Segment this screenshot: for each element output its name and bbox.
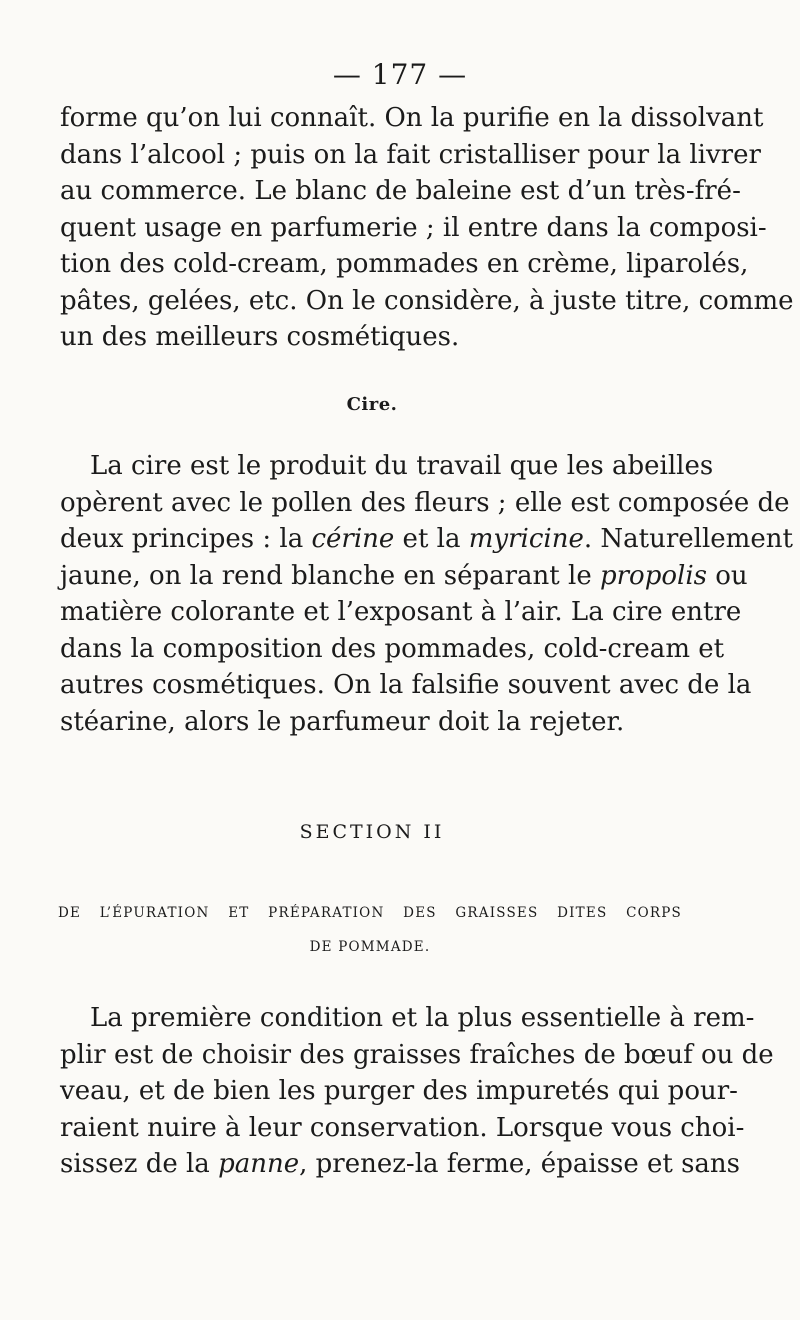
text-fragment: deux principes : la xyxy=(60,524,312,554)
text-line: au commerce. Le blanc de baleine est d’un très-fré- xyxy=(60,176,741,206)
subtitle-line: DE POMMADE. xyxy=(309,939,431,955)
text-line: dans l’alcool ; puis on la fait cristalliser pour la livrer xyxy=(60,139,761,170)
section-title: SECTION II xyxy=(299,821,445,843)
text-fragment: jaune, on la rend blanche en séparant le xyxy=(60,560,600,591)
text-line: quent usage en parfumerie ; il entre dans la composi- xyxy=(60,212,767,243)
text-line xyxy=(60,1146,741,1183)
subtitle-line: DE L’ÉPURATION ET PRÉPARATION DES GRAISSES DITES CORPS xyxy=(58,905,682,921)
text-line: forme qu’on lui connaît. On la purifie en la dissolvant xyxy=(60,103,764,133)
paragraph-epuration xyxy=(60,1000,774,1183)
text-fragment: sissez de la xyxy=(60,1149,219,1179)
text-line: stéarine, alors le parfumeur doit la rejeter. xyxy=(60,706,625,737)
text-line: raient nuire à leur conservation. Lorsque vous choi- xyxy=(60,1112,745,1143)
text-line: veau, et de bien les purger des impuretés qui pour- xyxy=(60,1076,738,1106)
text-line: plir est de choisir des graisses fraîches de bœuf ou de xyxy=(60,1039,774,1070)
section-subtitle xyxy=(58,896,682,964)
text-fragment: , prenez-la ferme, épaisse et sans xyxy=(299,1149,741,1179)
text-line: autres cosmétiques. On la falsifie souvent avec de la xyxy=(60,670,752,700)
text-fragment: et la xyxy=(394,524,469,554)
text-line xyxy=(60,521,793,558)
text-fragment: . Naturellement xyxy=(583,524,793,554)
italic-term-panne: panne xyxy=(218,1149,300,1179)
text-line: opèrent avec le pollen des fleurs ; elle est composée de xyxy=(60,487,790,518)
text-fragment: ou xyxy=(706,560,748,591)
text-line: La cire est le produit du travail que les abeilles xyxy=(90,451,714,481)
paragraph-blanc-de-baleine xyxy=(60,100,794,356)
italic-term-myricine: myricine xyxy=(468,524,584,554)
text-line: La première condition et la plus essentielle à rem- xyxy=(90,1003,755,1033)
italic-term-propolis: propolis xyxy=(599,560,707,591)
heading-cire: Cire. xyxy=(346,394,398,415)
text-line: matière colorante et l’exposant à l’air. La cire entre xyxy=(60,597,742,627)
text-line: pâtes, gelées, etc. On le considère, à juste titre, comme xyxy=(60,285,794,316)
text-line: tion des cold-cream, pommades en crème, liparolés, xyxy=(60,249,749,279)
text-line xyxy=(60,558,748,595)
italic-term-cerine: cérine xyxy=(311,524,395,554)
text-line: dans la composition des pommades, cold-cream et xyxy=(60,633,725,664)
paragraph-cire xyxy=(60,448,793,740)
page-number: — 177 — xyxy=(332,58,468,91)
text-line: un des meilleurs cosmétiques. xyxy=(60,322,460,352)
